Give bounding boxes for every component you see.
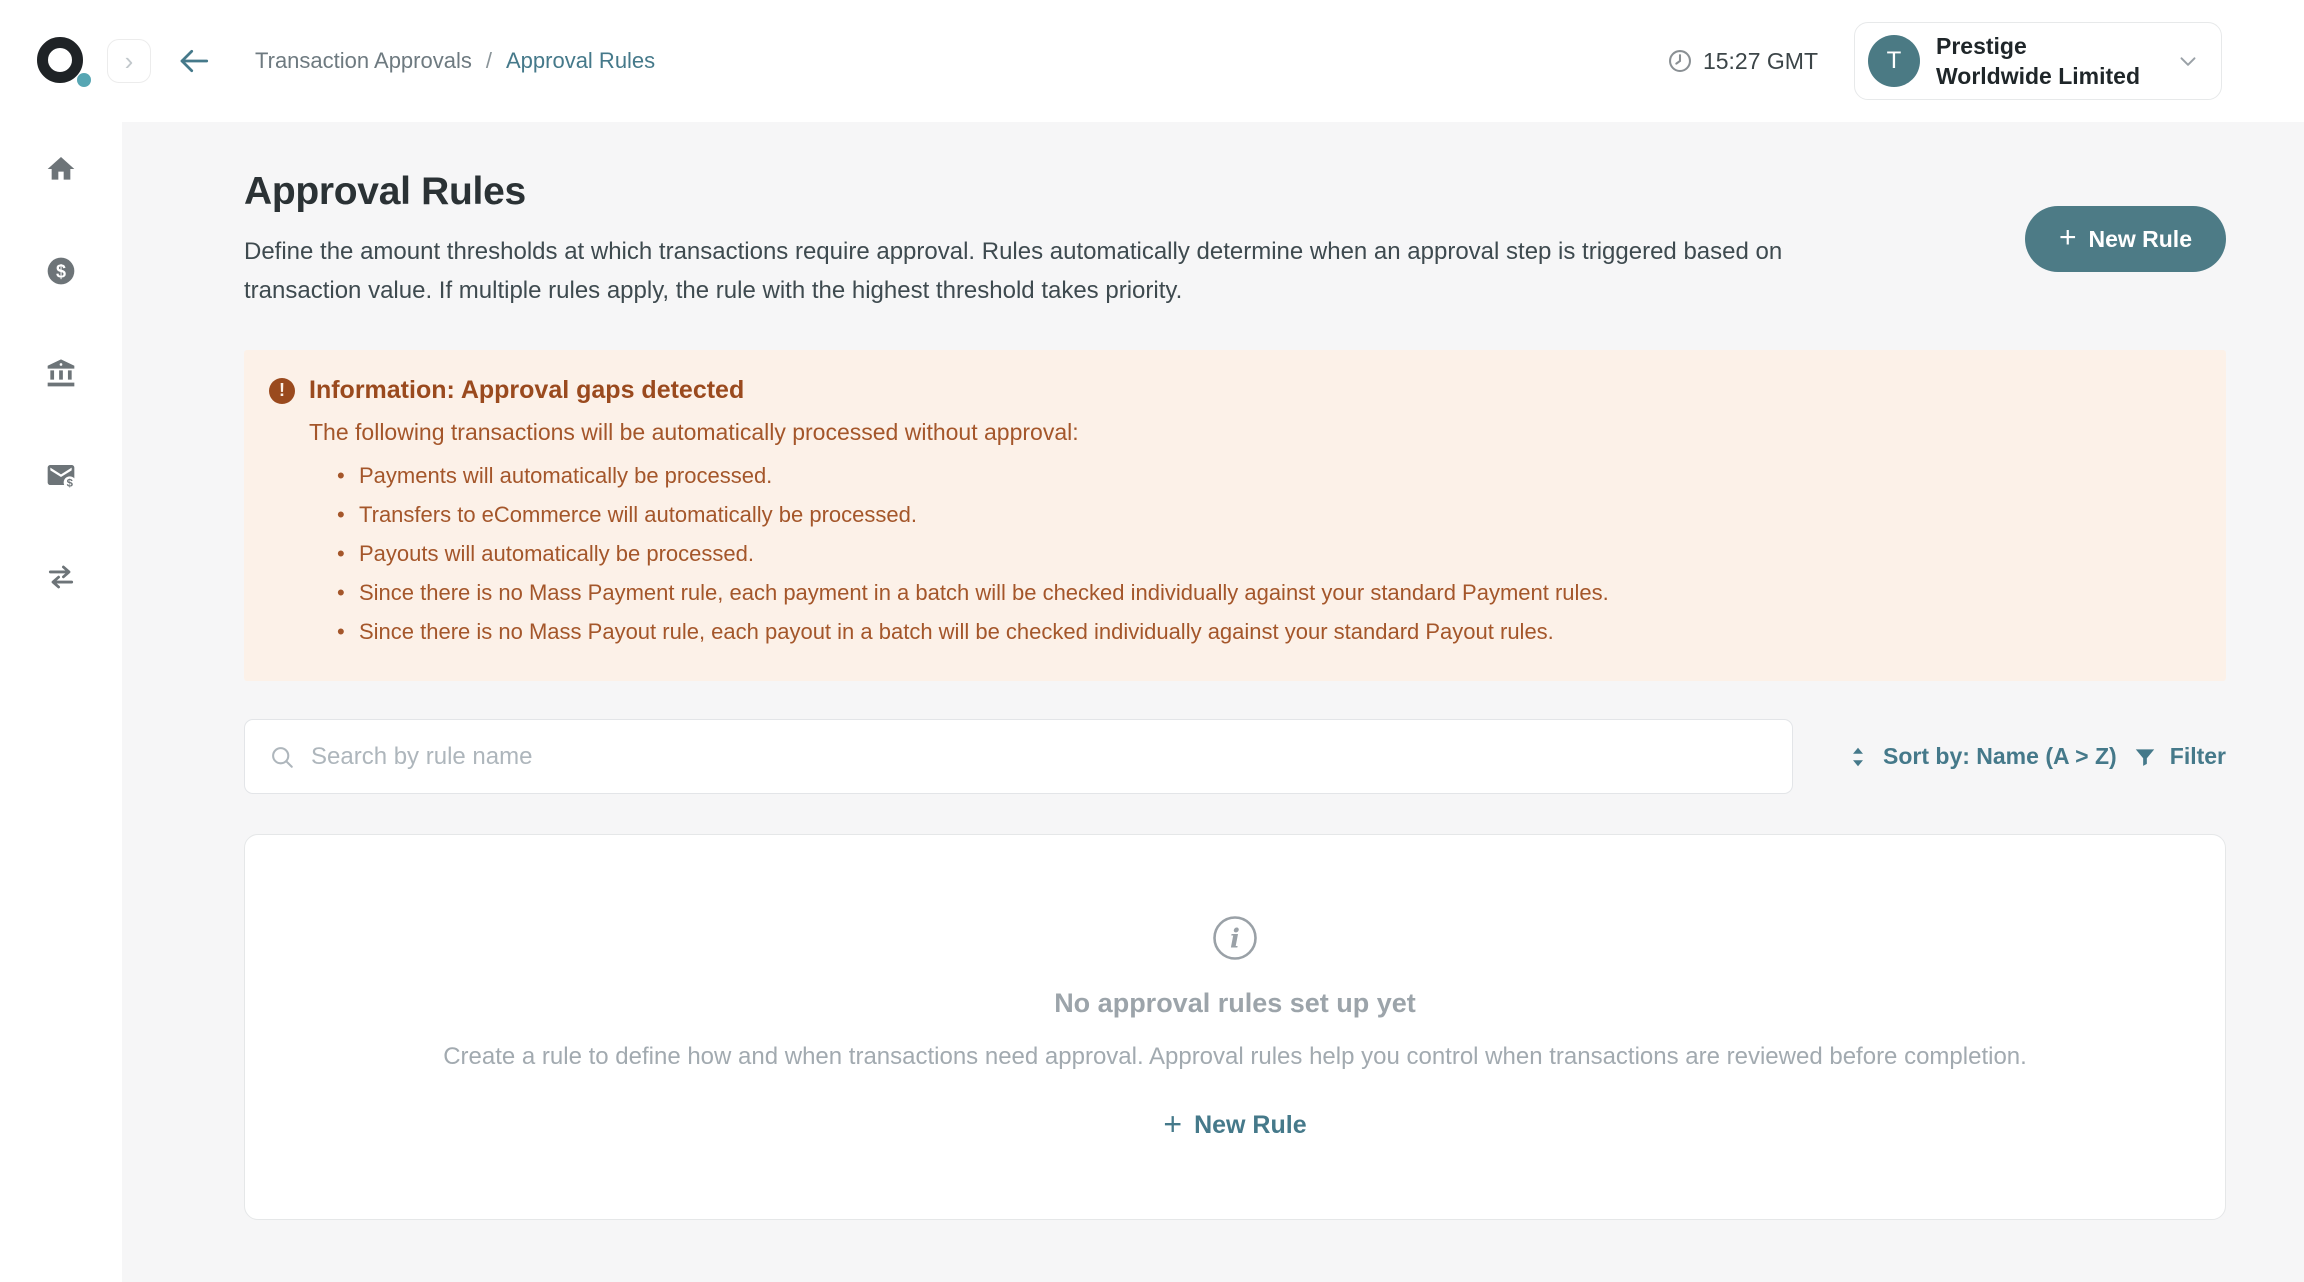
breadcrumb [255, 48, 655, 74]
company-avatar: T [1868, 35, 1920, 87]
banner-bullet: • Since there is no Mass Payout rule, each payout in a batch will be checked individually against your standard Payout rules. [337, 612, 2190, 651]
sort-button[interactable] [1845, 743, 2117, 770]
main-content [122, 122, 2304, 1282]
banner-subtitle: The following transactions will be automatically processed without approval: [309, 419, 1079, 445]
top-bar-right [1667, 22, 2222, 100]
breadcrumb-parent[interactable]: Transaction Approvals [255, 48, 472, 73]
transfer-arrows-icon [45, 561, 77, 593]
empty-state-title: No approval rules set up yet [1054, 988, 1416, 1018]
page-title: Approval Rules [244, 170, 526, 213]
sidebar-item-accounts[interactable] [40, 356, 82, 390]
banner-bullet: • Payments will automatically be processed. [337, 456, 2190, 495]
empty-state-card [244, 834, 2226, 1220]
svg-text:$: $ [66, 477, 73, 490]
svg-text:i: i [1230, 924, 1240, 955]
sidebar-nav [0, 122, 122, 1282]
page-description: Define the amount thresholds at which transactions require approval. Rules automatically determine when an approval step is triggered based on transaction value. If multiple rules apply, the rule with the highest threshold takes priority. [244, 238, 1783, 304]
home-icon [45, 153, 77, 185]
approval-gaps-banner [244, 350, 2226, 681]
chevron-down-icon [2175, 48, 2201, 74]
back-button[interactable] [173, 40, 215, 82]
filter-button-label: Filter [2169, 743, 2226, 769]
banner-title: Information: Approval gaps detected [309, 376, 745, 404]
arrow-left-icon [176, 43, 212, 79]
top-bar [0, 0, 2304, 122]
sort-button-label: Sort by: Name (A > Z) [1883, 743, 2117, 769]
search-input[interactable] [245, 720, 1792, 793]
sidebar-item-home[interactable] [40, 152, 82, 186]
sidebar-item-balances[interactable] [40, 254, 82, 288]
sidebar-expand-button[interactable] [107, 39, 151, 83]
sort-arrows-icon [1845, 744, 1871, 770]
logo-ring-icon [37, 37, 83, 83]
plus-icon: + [2058, 220, 2077, 254]
company-name: Prestige Worldwide Limited [1936, 33, 2141, 89]
bank-icon [45, 357, 77, 389]
company-selector[interactable] [1854, 22, 2222, 100]
svg-text:$: $ [55, 261, 67, 282]
plus-icon: + [1163, 1105, 1183, 1142]
filter-button[interactable] [2132, 743, 2226, 770]
banner-header [269, 376, 2190, 405]
empty-state-description: Create a rule to define how and when transactions need approval. Approval rules help you control when transactions are reviewed before completion. [443, 1043, 2027, 1070]
banner-bullet: • Since there is no Mass Payment rule, each payment in a batch will be checked individually against your standard Payment rules. [337, 573, 2190, 612]
mail-dollar-icon [45, 459, 77, 491]
rules-toolbar [244, 719, 2226, 794]
sidebar-item-transfers[interactable] [40, 560, 82, 594]
logo-dot-icon [77, 73, 91, 87]
new-rule-button-label: New Rule [2088, 225, 2192, 252]
search-icon [269, 744, 295, 770]
empty-state-new-rule-label: New Rule [1194, 1111, 1307, 1139]
app-logo [37, 37, 85, 85]
chevron-right-icon: › [124, 46, 134, 76]
breadcrumb-current: Approval Rules [505, 48, 656, 73]
dollar-coin-icon [45, 255, 77, 287]
new-rule-button[interactable] [2025, 206, 2226, 272]
banner-bullet: • Transfers to eCommerce will automatically be processed. [337, 495, 2190, 534]
exclamation-circle-icon: ! [269, 378, 295, 404]
clock-icon [1667, 48, 1693, 74]
search-box [244, 719, 1793, 794]
filter-funnel-icon [2132, 744, 2158, 770]
banner-bullet: • Payouts will automatically be processed. [337, 534, 2190, 573]
sidebar-item-payments[interactable] [40, 458, 82, 492]
time-label: 15:27 GMT [1702, 47, 1818, 74]
info-circle-icon [1211, 914, 1259, 962]
page-header-text [244, 170, 1884, 310]
clock-display [1667, 48, 1818, 75]
empty-state-new-rule-button[interactable] [1163, 1105, 1307, 1142]
page-header [244, 170, 2226, 310]
banner-bullet-list [337, 456, 2190, 651]
breadcrumb-separator: / [485, 48, 492, 73]
